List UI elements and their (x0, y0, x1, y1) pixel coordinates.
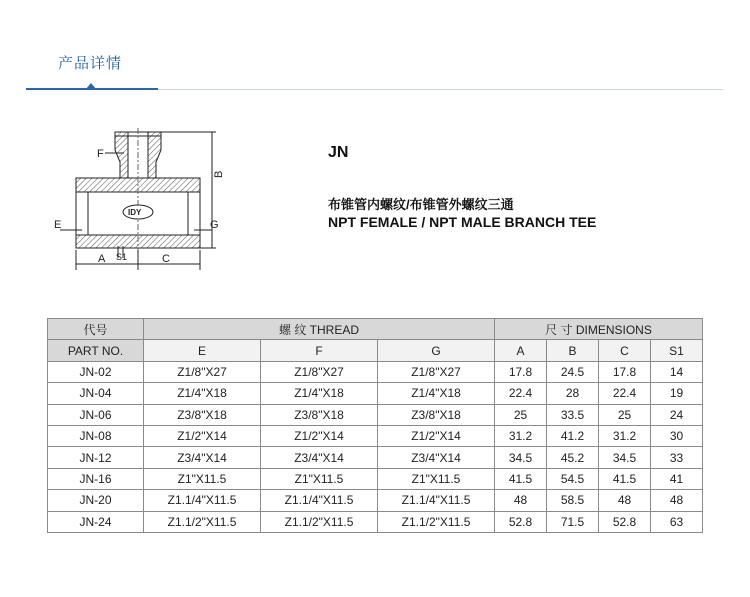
drawing-logo-idy: IDY (128, 208, 142, 217)
dim-s1-cell: 14 (651, 361, 703, 382)
dim-c-cell: 34.5 (599, 447, 651, 468)
thread-g-cell: Z1"X11.5 (378, 468, 495, 489)
part-no-cell: JN-06 (48, 404, 144, 425)
dim-col-s1: S1 (651, 340, 703, 361)
drawing-label-a: A (98, 253, 106, 265)
dim-a-cell: 52.8 (495, 511, 547, 532)
table-row (48, 404, 703, 425)
drawing-label-s1: S1 (116, 252, 128, 262)
thread-g-cell: Z3/4"X14 (378, 447, 495, 468)
thread-f-cell: Z3/4"X14 (261, 447, 378, 468)
dim-col-a: A (495, 340, 547, 361)
product-name-cn: 布锥管内螺纹/布锥管外螺纹三通 (328, 197, 514, 212)
thread-header: 螺 纹 THREAD (144, 319, 495, 340)
dim-b-cell: 28 (547, 383, 599, 404)
thread-f-cell: Z1/8"X27 (261, 361, 378, 382)
thread-f-cell: Z1"X11.5 (261, 468, 378, 489)
dim-col-c: C (599, 340, 651, 361)
dim-s1-cell: 41 (651, 468, 703, 489)
dim-a-cell: 31.2 (495, 425, 547, 446)
section-header (0, 0, 750, 100)
dim-s1-cell: 63 (651, 511, 703, 532)
dim-s1-cell: 30 (651, 425, 703, 446)
thread-e-cell: Z3/8"X18 (144, 404, 261, 425)
drawing-label-c: C (162, 253, 170, 265)
part-no-header: PART NO. (48, 340, 144, 361)
dim-a-cell: 48 (495, 490, 547, 511)
dim-a-cell: 22.4 (495, 383, 547, 404)
dim-s1-cell: 24 (651, 404, 703, 425)
part-no-cell: JN-20 (48, 490, 144, 511)
thread-e-cell: Z1/4"X18 (144, 383, 261, 404)
drawing-label-f: F (97, 148, 104, 160)
dim-c-cell: 17.8 (599, 361, 651, 382)
caret-up-icon (86, 83, 96, 89)
dim-b-cell: 71.5 (547, 511, 599, 532)
thread-e-cell: Z1.1/4"X11.5 (144, 490, 261, 511)
table-subheader-row (48, 340, 703, 361)
code-header: 代号 (48, 319, 144, 340)
part-no-cell: JN-24 (48, 511, 144, 532)
dim-a-cell: 34.5 (495, 447, 547, 468)
thread-f-cell: Z1/4"X18 (261, 383, 378, 404)
table-row (48, 383, 703, 404)
thread-g-cell: Z1/2"X14 (378, 425, 495, 446)
thread-g-cell: Z1/8"X27 (378, 361, 495, 382)
thread-f-cell: Z1.1/4"X11.5 (261, 490, 378, 511)
table-row (48, 447, 703, 468)
dim-b-cell: 58.5 (547, 490, 599, 511)
dim-c-cell: 22.4 (599, 383, 651, 404)
tee-fitting-drawing (48, 120, 248, 280)
part-no-cell: JN-02 (48, 361, 144, 382)
thread-col-g: G (378, 340, 495, 361)
dim-b-cell: 41.2 (547, 425, 599, 446)
thread-e-cell: Z1/2"X14 (144, 425, 261, 446)
dim-col-b: B (547, 340, 599, 361)
thread-g-cell: Z1.1/2"X11.5 (378, 511, 495, 532)
part-no-cell: JN-04 (48, 383, 144, 404)
product-name-en: NPT FEMALE / NPT MALE BRANCH TEE (328, 214, 597, 230)
table-row (48, 425, 703, 446)
drawing-label-g: G (210, 219, 219, 231)
thread-g-cell: Z1/4"X18 (378, 383, 495, 404)
table-row (48, 468, 703, 489)
section-title: 产品详情 (58, 55, 123, 72)
dimensions-header: 尺 寸 DIMENSIONS (495, 319, 703, 340)
thread-e-cell: Z3/4"X14 (144, 447, 261, 468)
spec-table (47, 318, 703, 533)
table-row (48, 511, 703, 532)
dim-b-cell: 54.5 (547, 468, 599, 489)
dim-b-cell: 33.5 (547, 404, 599, 425)
dim-c-cell: 41.5 (599, 468, 651, 489)
table-row (48, 490, 703, 511)
thread-col-f: F (261, 340, 378, 361)
dim-c-cell: 25 (599, 404, 651, 425)
thread-g-cell: Z3/8"X18 (378, 404, 495, 425)
thread-f-cell: Z3/8"X18 (261, 404, 378, 425)
dim-a-cell: 41.5 (495, 468, 547, 489)
dim-c-cell: 31.2 (599, 425, 651, 446)
dim-c-cell: 48 (599, 490, 651, 511)
dim-b-cell: 45.2 (547, 447, 599, 468)
dim-b-cell: 24.5 (547, 361, 599, 382)
drawing-label-e: E (54, 219, 62, 231)
thread-f-cell: Z1.1/2"X11.5 (261, 511, 378, 532)
thread-col-e: E (144, 340, 261, 361)
dim-s1-cell: 19 (651, 383, 703, 404)
thread-e-cell: Z1"X11.5 (144, 468, 261, 489)
thread-e-cell: Z1.1/2"X11.5 (144, 511, 261, 532)
thread-f-cell: Z1/2"X14 (261, 425, 378, 446)
dim-s1-cell: 48 (651, 490, 703, 511)
thread-e-cell: Z1/8"X27 (144, 361, 261, 382)
product-code: JN (328, 144, 349, 161)
table-header-row (48, 319, 703, 340)
part-no-cell: JN-16 (48, 468, 144, 489)
dim-a-cell: 17.8 (495, 361, 547, 382)
drawing-label-b: B (213, 170, 225, 178)
part-no-cell: JN-12 (48, 447, 144, 468)
dim-a-cell: 25 (495, 404, 547, 425)
table-row (48, 361, 703, 382)
dim-s1-cell: 33 (651, 447, 703, 468)
thread-g-cell: Z1.1/4"X11.5 (378, 490, 495, 511)
dim-c-cell: 52.8 (599, 511, 651, 532)
part-no-cell: JN-08 (48, 425, 144, 446)
